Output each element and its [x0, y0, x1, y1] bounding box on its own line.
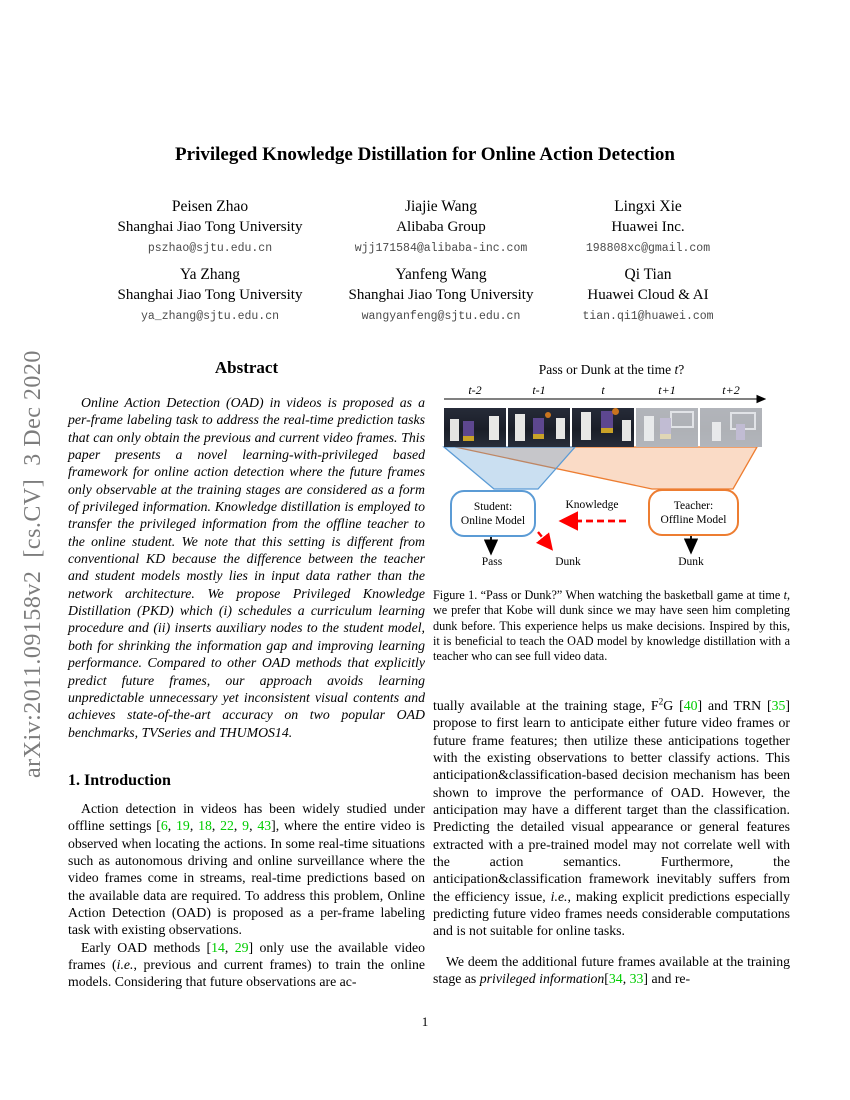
citation-link[interactable]: 33 — [629, 971, 644, 987]
author-name: Qi Tian — [624, 266, 672, 283]
frame-image — [572, 408, 634, 447]
player-shape — [515, 414, 525, 441]
player-shape — [533, 434, 544, 439]
superscript-text: 2 — [658, 697, 664, 708]
author-name: Yanfeng Wang — [395, 266, 487, 283]
author-name: Ya Zhang — [180, 266, 240, 283]
citation-link[interactable]: 14 — [211, 939, 225, 955]
text-segment: Pass or Dunk at the time — [538, 362, 675, 377]
student-box-line2: Online Model — [460, 514, 526, 527]
player-shape — [533, 418, 544, 434]
teacher-box-line2: Offline Model — [660, 513, 727, 526]
player-shape — [736, 424, 745, 440]
author-name: Lingxi Xie — [614, 198, 682, 215]
text-segment: Action detection in videos has been widely studied under offline settings [ — [68, 801, 425, 834]
text-segment: , — [249, 818, 258, 834]
intro-paragraph-2 — [68, 939, 425, 991]
paper-title: Privileged Knowledge Distillation for Online Action Detection — [175, 144, 675, 165]
right-paragraph-1 — [433, 697, 790, 940]
player-shape — [556, 418, 565, 439]
text-segment: ? — [678, 362, 685, 377]
text-segment: G [ — [663, 698, 684, 713]
text-segment: , — [189, 818, 199, 834]
text-segment: Early OAD methods [ — [81, 939, 212, 955]
backboard-shape — [670, 411, 694, 428]
text-segment: , — [233, 818, 243, 834]
student-box-line1: Student: — [473, 500, 513, 513]
author-affiliation: Shanghai Jiao Tong University — [117, 287, 303, 303]
text-segment: [ — [604, 971, 609, 987]
text-segment: , — [224, 939, 235, 955]
text-segment: , making explicit predictions especially predicting future video frames needs considerable computations and is not suitable for online tasks. — [433, 888, 790, 939]
video-frame-t-1 — [508, 408, 570, 447]
abstract-text: Online Action Detection (OAD) in videos is proposed as a per-frame labeling task to address the real-time prediction tasks that can only obtain the previous and current video frames. This paper presents a novel learning-with-privileged based framework for online action detection where the future frames only observable at the training stages are considered as a form of privileged information. Knowledge distillation is employed to transfer the privileged information from the offline teacher to the online student. We note that this setting is different from conventional KD because the difference between the teacher and student models mostly lies in input data rather than the network architecture. We propose Privileged Knowledge Distillation (PKD) which (i) schedules a curriculum learning procedure and (ii) inserts auxiliary nodes to the student model, both for shrinking the information gap and improving learning performance. Compared to other OAD methods that explicitly predict future frames, our approach avoids learning unpredictable unnecessary yet inconsistent visual contents and achieves state-of-the-art accuracy on two popular OAD benchmarks, TVSeries and THUMOS14. — [68, 395, 425, 740]
introduction-text — [68, 800, 425, 991]
page-number: 1 — [421, 1014, 429, 1029]
author-affiliation: Shanghai Jiao Tong University — [117, 219, 303, 235]
citation-link[interactable]: 18 — [198, 818, 212, 834]
italic-text: privileged information — [479, 971, 605, 987]
video-frame-t+2 — [700, 408, 762, 447]
author-affiliation: Huawei Cloud & AI — [587, 287, 709, 303]
italic-text: t — [674, 362, 679, 377]
player-shape — [644, 416, 654, 441]
text-segment: , — [622, 971, 630, 987]
author-name: Jiajie Wang — [404, 198, 478, 215]
italic-text: i.e. — [550, 888, 568, 904]
citation-link[interactable]: 22 — [220, 818, 234, 834]
italic-text: t — [783, 588, 787, 602]
frame-image — [636, 408, 698, 447]
student-model-box — [450, 490, 536, 537]
right-column-text — [433, 697, 790, 988]
pass-label: Pass — [481, 556, 503, 568]
citation-link[interactable]: 29 — [234, 939, 249, 955]
citation-link[interactable]: 43 — [257, 818, 272, 834]
author-email: tian.qi1@huawei.com — [582, 310, 714, 323]
citation-link[interactable]: 35 — [771, 698, 786, 713]
text-segment: We deem the additional future frames available at the training stage as — [433, 953, 790, 987]
frame-image — [700, 408, 762, 447]
teacher-box-line1: Teacher: — [673, 499, 714, 512]
author-affiliation: Huawei Inc. — [611, 219, 685, 235]
player-shape — [463, 421, 474, 436]
figure-title — [433, 362, 790, 378]
text-segment: , — [167, 818, 177, 834]
player-shape — [450, 419, 459, 441]
section-heading-introduction: 1. Introduction — [68, 772, 171, 789]
player-shape — [660, 418, 671, 434]
text-segment: ] and TRN [ — [697, 698, 772, 713]
player-shape — [601, 411, 613, 428]
text-segment: , — [211, 818, 221, 834]
right-paragraph-2 — [433, 953, 790, 988]
frame-image — [444, 408, 506, 447]
citation-link[interactable]: 34 — [608, 971, 623, 987]
player-shape — [660, 434, 671, 439]
figure-caption — [433, 588, 790, 664]
author-email: wjj171584@alibaba-inc.com — [354, 242, 528, 255]
text-segment: ], where the entire video is observed when locating the actions. In some real-time situations such as autonomous driving and online surveillance where the video frames come in streams, real-time predictions based on the available data are required. To address this problem, Online Action Detection (OAD) is proposed as a per-frame labeling task with existing observations. — [68, 818, 425, 938]
teacher-model-box — [648, 489, 739, 536]
dunk-arrow-student — [538, 532, 550, 547]
knowledge-label: Knowledge — [565, 499, 619, 511]
player-shape — [463, 436, 474, 441]
author-block — [498, 196, 798, 255]
text-segment: ] propose to first learn to anticipate either future video frames or future frame features; then utilize these anticipations together with the existing observations to better classify actions. This anticipation&classification-based decision mechanism has been shown to improve the performance of OAD. However, the anticipation may have a different target than the classification. Predicting the detailed visual appearance or general features extracted with a pre-trained model may not correlate well with the action semantics. Furthermore, the anticipation&classification framework inevitably suffers from the efficiency issue, — [433, 698, 790, 904]
text-segment: tually available at the training stage, F — [433, 698, 659, 713]
player-shape — [712, 422, 721, 441]
dunk-label-teacher: Dunk — [678, 556, 704, 568]
arxiv-watermark: arXiv:2011.09158v2 [cs.CV] 3 Dec 2020 — [20, 350, 46, 778]
text-segment: , we prefer that Kobe will dunk since we may have seen him completing dunk before. This experience helps us make decisions. Inspired by this, it is beneficial to teach the OAD model by knowledge distillation with a teacher who can see full video data. — [433, 588, 790, 664]
timeline-tick-label: t-1 — [532, 383, 546, 397]
text-segment: Figure 1. “Pass or Dunk?” When watching the basketball game at time — [433, 588, 784, 602]
author-block — [498, 264, 798, 323]
citation-link[interactable]: 9 — [242, 818, 250, 834]
timeline-tick-label: t+1 — [658, 383, 676, 397]
player-shape — [601, 428, 613, 433]
intro-paragraph-1 — [68, 800, 425, 939]
player-shape — [489, 416, 499, 440]
student-funnel — [444, 447, 575, 489]
author-email: 198808xc@gmail.com — [585, 242, 711, 255]
timeline-tick-label: t — [601, 383, 605, 397]
frame-image — [508, 408, 570, 447]
basketball-shape — [612, 408, 619, 415]
author-email: pszhao@sjtu.edu.cn — [147, 242, 273, 255]
author-affiliation: Alibaba Group — [396, 219, 486, 235]
video-frame-t+1 — [636, 408, 698, 447]
timeline-tick-label: t+2 — [722, 383, 740, 397]
author-affiliation: Shanghai Jiao Tong University — [348, 287, 534, 303]
timeline-tick-label: t-2 — [468, 383, 482, 397]
basketball-shape — [545, 412, 551, 418]
text-segment: ] only use the available video frames ( — [68, 939, 426, 973]
video-frame-t-2 — [444, 408, 506, 447]
citation-link[interactable]: 19 — [176, 818, 190, 834]
text-segment: , previous and current frames) to train the online models. Considering that future observations are ac- — [68, 957, 425, 990]
player-shape — [622, 420, 631, 441]
text-segment: ] and re- — [643, 971, 691, 987]
player-shape — [581, 412, 591, 440]
citation-link[interactable]: 40 — [683, 698, 698, 713]
video-frame-t — [572, 408, 634, 447]
author-email: wangyanfeng@sjtu.edu.cn — [361, 310, 521, 323]
citation-link[interactable]: 6 — [160, 818, 168, 834]
author-name: Peisen Zhao — [171, 198, 249, 215]
author-email: ya_zhang@sjtu.edu.cn — [140, 310, 280, 323]
italic-text: i.e. — [116, 957, 134, 973]
dunk-label-student: Dunk — [555, 556, 581, 568]
abstract-heading: Abstract — [214, 358, 279, 377]
